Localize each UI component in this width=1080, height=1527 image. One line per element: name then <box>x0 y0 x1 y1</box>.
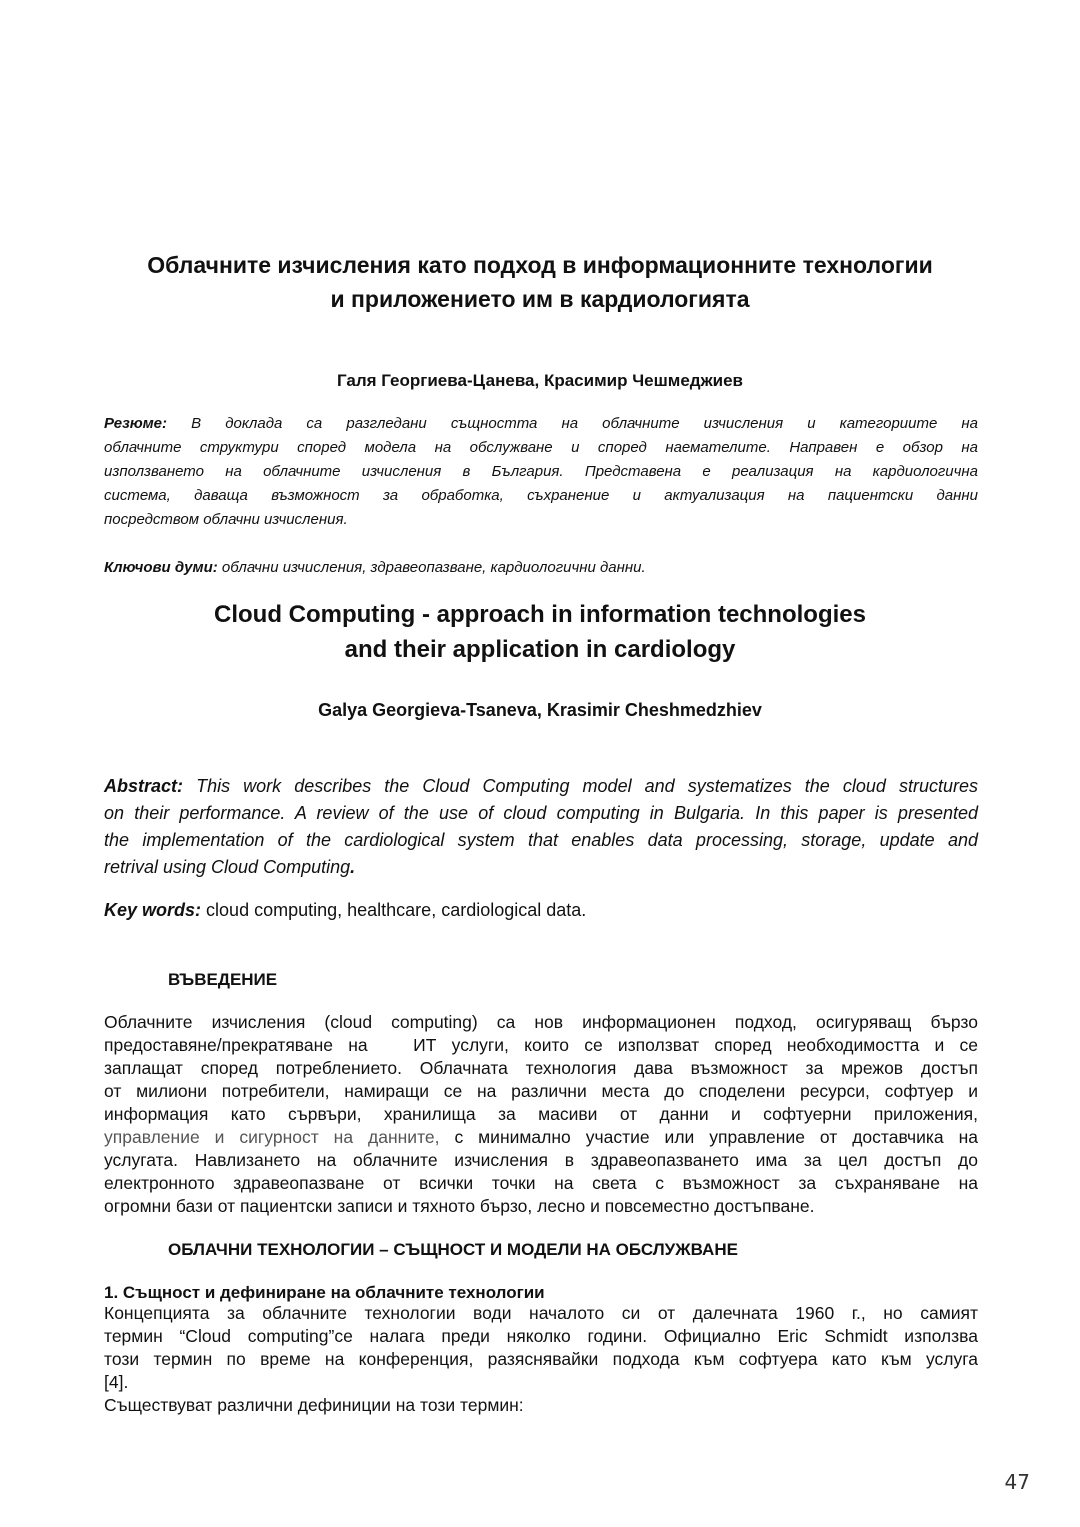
keywords-en-text: cloud computing, healthcare, cardiological data. <box>206 900 587 920</box>
abstract-bg-line: облачните структури според модела на обслужване и според наемателите. Направен е обзор на <box>104 439 978 456</box>
authors-en: Galya Georgieva-Tsaneva, Krasimir Cheshmedzhiev <box>318 700 762 720</box>
abstract-bg <box>104 412 978 532</box>
intro-line: заплащат според потреблението. Облачната технология дава възможност за мрежов достъп <box>104 1058 978 1078</box>
section-paragraph <box>104 1302 978 1417</box>
section-heading: ОБЛАЧНИ ТЕХНОЛОГИИ – СЪЩНОСТ И МОДЕЛИ НА ОБСЛУЖВАНЕ <box>168 1240 738 1259</box>
intro-paragraph <box>104 1011 978 1218</box>
abstract-en-line: the implementation of the cardiological system that enables data processing, storage, update and <box>104 830 978 850</box>
abstract-bg-line: система, даваща възможност за обработка, съхранение и актуализация на пациентски данни <box>104 487 978 504</box>
keywords-bg-text: облачни изчисления, здравеопазване, кардиологични данни. <box>221 559 646 576</box>
abstract-en-label: Abstract: <box>104 776 184 796</box>
authors-bg: Галя Георгиева-Цанева, Красимир Чешмеджиев <box>336 371 744 390</box>
section-line: този термин по време на конференция, разяснявайки подхода към софтуера като към услуга <box>104 1349 978 1369</box>
section-line: Концепцията за облачните технологии води началото си от далечната 1960 г., но самият <box>104 1303 978 1323</box>
intro-line: предоставяне/прекратяване на ИТ услуги, които се използват според необходимостта и се <box>104 1035 978 1055</box>
intro-line: Облачните изчисления (cloud computing) са нов информационен подход, осигуряващ бързо <box>104 1012 978 1032</box>
page-number: 47 <box>1004 1470 1030 1494</box>
abstract-en-line: This work describes the Cloud Computing model and systematizes the cloud structures <box>196 776 978 796</box>
title-bg <box>60 248 1020 316</box>
intro-line: огромни бази от пациентски записи и тяхното бързо, лесно и повсеместно достъпване. <box>104 1196 815 1216</box>
section-line: термин “Cloud computing”се налага преди няколко години. Официално Eric Schmidt използва <box>104 1326 978 1346</box>
abstract-en-end: . <box>350 857 356 877</box>
abstract-bg-label: Резюме: <box>104 415 168 432</box>
intro-grey-text: управление и сигурност на данните, <box>104 1127 440 1147</box>
abstract-bg-line: В доклада са разгледани същността на облачните изчисления и категориите на <box>191 415 979 432</box>
intro-line: услугата. Навлизането на облачните изчисления в здравеопазването има за цел достъп до <box>104 1150 978 1170</box>
keywords-en <box>104 897 978 924</box>
keywords-bg-label: Ключови думи: <box>104 559 218 576</box>
intro-heading: ВЪВЕДЕНИЕ <box>168 970 278 989</box>
abstract-en <box>104 773 978 881</box>
abstract-en-line: on their performance. A review of the use of cloud computing in Bulgaria. In this paper is presented <box>104 803 978 823</box>
section-subheading: 1. Същност и дефиниране на облачните технологии <box>104 1283 545 1302</box>
abstract-en-line: retrival using Cloud Computing <box>104 857 351 877</box>
keywords-en-label: Key words: <box>104 900 202 920</box>
abstract-bg-line: използването на облачните изчисления в България. Представена е реализация на кардиологична <box>104 463 978 480</box>
abstract-bg-line: посредством облачни изчисления. <box>104 511 348 528</box>
section-line: Съществуват различни дефиниции на този термин: <box>104 1395 524 1415</box>
title-en-line-2: and their application in cardiology <box>344 636 736 663</box>
intro-line: електронното здравеопазване от всички точки на света с възможност за съхраняване на <box>104 1173 978 1193</box>
intro-line: с минимално участие или управление от доставчика на <box>439 1127 978 1147</box>
intro-line: информация като сървъри, хранилища за масиви от данни и софтуерни приложения, <box>104 1104 978 1124</box>
title-en <box>60 597 1020 667</box>
title-bg-line-2: и приложението им в кардиологията <box>330 286 750 312</box>
title-bg-line-1: Облачните изчисления като подход в информационните технологии <box>147 252 933 278</box>
title-en-line-1: Cloud Computing - approach in information technologies <box>214 601 866 628</box>
intro-line: от милиони потребители, намиращи се на различни места до споделени ресурси, софтуер и <box>104 1081 978 1101</box>
section-line: [4]. <box>104 1372 129 1392</box>
keywords-bg <box>104 556 978 580</box>
